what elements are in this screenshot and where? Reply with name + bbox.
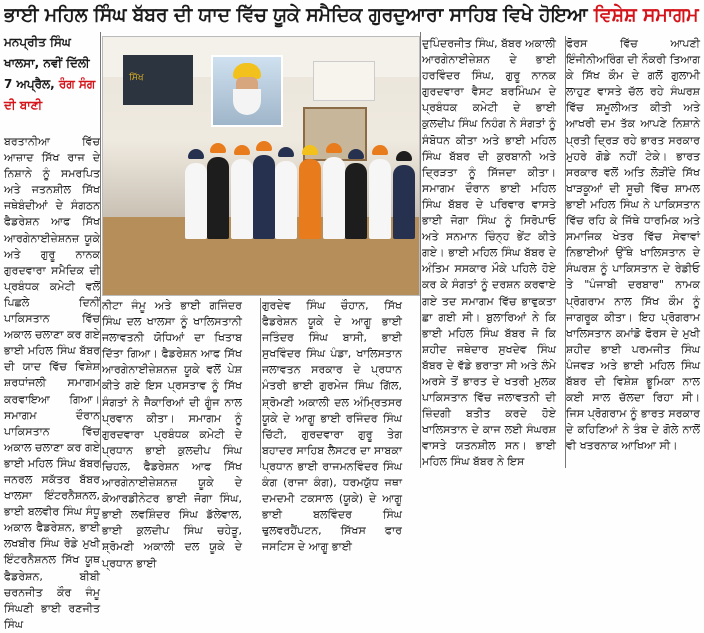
photo-banner-text: ਸਿੱਖ [129,73,144,83]
photo-person-turban [348,149,364,159]
article-column-4 [422,36,556,471]
headline [4,2,700,28]
article-column-1 [4,134,100,631]
photo-person [275,161,297,239]
photo-person-turban [210,143,226,153]
column-divider [420,32,421,468]
headline-highlight: ਵਿਸ਼ੇਸ਼ ਸਮਾਗਮ [593,4,699,26]
photo-person [369,159,391,239]
column-1-text: ਬਰਤਾਨੀਆ ਵਿੱਚ ਆਜ਼ਾਦ ਸਿੱਖ ਰਾਜ ਦੇ ਨਿਸ਼ਾਨੇ ਨੂੰ ਸਮਰਪਿਤ ਅਤੇ ਜਤਨਸ਼ੀਲ ਸਿੱਖ ਜਥੇਬੰਦੀਆਂ ਦੇ ਸੰਗਠਨ ਫੈਡਰੇਸ਼ਨ ਆਫ ਸਿੱਖ ਆਰਗੇਨਾਈਜ਼ੇਸ਼ਨਜ਼ ਯੂਕੇ ਅਤੇ ਗੁਰੂ ਨਾਨਕ ਗੁਰਦਵਾਰਾ ਸਮੈਦਿਕ ਦੀ ਪ੍ਰਬੰਧਕ ਕਮੇਟੀ ਵਲੋਂ ਪਿਛਲੇ ਦਿਨੀਂ ਪਾਕਿਸਤਾਨ ਵਿੱਚ ਅਕਾਲ ਚਲਾਣਾ ਕਰ ਗਏ ਭਾਈ ਮਹਿਲ ਸਿੰਘ ਬੱਬਰ ਦੀ ਯਾਦ ਵਿੱਚ ਵਿਸ਼ੇਸ਼ ਸ਼ਰਧਾਂਜਲੀ ਸਮਾਗਮ ਕਰਵਾਇਆ ਗਿਆ। ਸਮਾਗਮ ਦੌਰਾਨ ਪਾਕਿਸਤਾਨ ਵਿੱਚ ਅਕਾਲ ਚਲਾਣਾ ਕਰ ਗਏ ਭਾਈ ਮਹਿਲ ਸਿੰਘ ਬੱਬਰ ਜਨਰਲ ਸਕੱਤਰ ਬੱਬਰ ਖਾਲਸਾ ਇੰਟਰਨੈਸ਼ਨਲ, ਭਾਈ ਬਲਵੀਰ ਸਿੰਘ ਸੰਧੂ ਅਕਾਲ ਫੈਡਰੇਸ਼ਨ, ਭਾਈ ਲਖਬੀਰ ਸਿੰਘ ਰੋਡੇ ਮੁਖੀ ਇੰਟਰਨੈਸ਼ਨਲ ਸਿੱਖ ਯੂਥ ਫੈਡਰੇਸ਼ਨ, ਬੀਬੀ ਚਰਨਜੀਤ ਕੌਰ ਜੰਮੂ ਸਿੰਘਣੀ ਭਾਈ ਰਣਜੀਤ ਸਿੰਘ [4,135,100,631]
photo-person-turban [188,149,204,159]
photo-person [231,159,253,239]
photo-person-turban [372,145,388,155]
column-3-text: ਗੁਰਦੇਵ ਸਿੰਘ ਚੌਹਾਨ, ਸਿੱਖ ਫੈਡਰੇਸ਼ਨ ਯੂਕੇ ਦੇ ਆਗੂ ਭਾਈ ਜਤਿੰਦਰ ਸਿੰਘ ਬਾਸੀ, ਭਾਈ ਸੁਖਵਿੰਦਰ ਸਿੰਘ ਪੰਡਾ, ਖਾਲਿਸਤਾਨ ਜਲਾਵਤਨ ਸਰਕਾਰ ਦੇ ਪ੍ਰਧਾਨ ਮੰਤਰੀ ਭਾਈ ਗੁਰਮੇਜ ਸਿੰਘ ਗਿੱਲ, ਸ਼੍ਰੋਮਣੀ ਅਕਾਲੀ ਦਲ ਅੰਮ੍ਰਿਤਸਰ ਯੂਕੇ ਦੇ ਆਗੂ ਭਾਈ ਰਜਿੰਦਰ ਸਿੰਘ ਚਿੱਟੀ, ਗੁਰਦਵਾਰਾ ਗੁਰੂ ਤੇਗ ਬਹਾਦਰ ਸਾਹਿਬ ਲੈਸਟਰ ਦਾ ਸਾਬਕਾ ਪ੍ਰਧਾਨ ਭਾਈ ਰਾਜਮਨਵਿੰਦਰ ਸਿੰਘ ਕੰਗ (ਰਾਜਾ ਕੰਗ), ਧਰਮਯੁੱਧ ਜਥਾ ਦਮਦਮੀ ਟਕਸਾਲ (ਯੂਕੇ) ਦੇ ਆਗੂ ਭਾਈ ਬਲਵਿੰਦਰ ਸਿੰਘ ਢੁਲਵਰਹੈਂਪਟਨ, ਸਿੱਖਸ ਫਾਰ ਜਸਟਿਸ ਦੇ ਆਗੂ ਭਾਈ [262,299,402,554]
photo-person-turban [256,141,272,151]
article-column-2 [102,298,242,572]
photo-person [185,163,207,239]
byline [4,32,100,132]
column-2-text: ਨੀਟਾ ਜੰਮੂ ਅਤੇ ਭਾਈ ਗਜਿੰਦਰ ਸਿੰਘ ਦਲ ਖਾਲਸਾ ਨੂੰ ਖਾਲਿਸਤਾਨੀ ਜਲਾਵਤਨੀ ਯੋਧਿਆਂ ਦਾ ਖਿਤਾਬ ਦਿੱਤਾ ਗਿਆ। ਫੈਡਰੇਸ਼ਨ ਆਫ ਸਿੱਖ ਆਰਗੇਨਾਈਜ਼ੇਸ਼ਨਜ਼ ਯੂਕੇ ਵਲੋਂ ਪੇਸ਼ ਕੀਤੇ ਗਏ ਇਸ ਪ੍ਰਸਤਾਵ ਨੂੰ ਸਿੱਖ ਸੰਗਤਾਂ ਨੇ ਜੈਕਾਰਿਆਂ ਦੀ ਗੂੰਜ ਨਾਲ ਪ੍ਰਵਾਨ ਕੀਤਾ। ਸਮਾਗਮ ਨੂੰ ਗੁਰਦਵਾਰਾ ਪ੍ਰਬੰਧਕ ਕਮੇਟੀ ਦੇ ਪ੍ਰਧਾਨ ਭਾਈ ਕੁਲਦੀਪ ਸਿੰਘ ਚਿਹਲ, ਫੈਡਰੇਸ਼ਨ ਆਫ ਸਿੱਖ ਆਰਗੇਨਾਈਜ਼ੇਸ਼ਨਜ਼ ਯੂਕੇ ਦੇ ਕੋਆਰਡੀਨੇਟਰ ਭਾਈ ਜੋਗਾ ਸਿੰਘ, ਭਾਈ ਲਵਸ਼ਿੰਦਰ ਸਿੰਘ ਡੱਲੇਵਾਲ, ਭਾਈ ਕੁਲਦੀਪ ਸਿੰਘ ਚਹੇੜੂ, ਸ਼੍ਰੋਮਣੀ ਅਕਾਲੀ ਦਲ ਯੂਕੇ ਦੇ ਪ੍ਰਧਾਨ ਭਾਈ [102,299,242,570]
photo-person-turban [278,147,294,157]
column-divider [100,32,101,468]
event-photo [102,36,420,296]
photo-person [207,157,229,239]
photo-person [345,163,367,239]
byline-date: 7 ਅਪ੍ਰੈਲ, [4,77,55,91]
byline-author: ਮਨਪ੍ਰੀਤ ਸਿੰਘ ਖਾਲਸਾ, ਨਵੀਂ ਦਿੱਲੀ [4,35,90,70]
portrait-beard [233,89,261,115]
article-column-3 [262,298,402,556]
headline-main: ਭਾਈ ਮਹਿਲ ਸਿੰਘ ਬੱਬਰ ਦੀ ਯਾਦ ਵਿੱਚ ਯੂਕੇ ਸਮੈਦਿਕ ਗੁਰਦੁਆਰਾ ਸਾਹਿਬ ਵਿਖੇ ਹੋਇਆ [4,4,588,26]
column-divider [260,298,261,468]
photo-person [393,165,415,239]
photo-wall-sign [313,61,375,101]
byline-source: ਰੰਗ ਸੰਗ ਦੀ ਬਾਣੀ [4,77,96,112]
photo-person-turban [396,151,412,161]
photo-person [299,159,321,239]
article-right-block [422,36,700,469]
photo-person-turban [326,143,342,153]
column-4-text: ਦੁਪਿੰਦਰਜੀਤ ਸਿੰਘ, ਬੱਬਰ ਅਕਾਲੀ ਆਰਗੇਨਾਈਜ਼ੇਸ਼ਨ ਦੇ ਭਾਈ ਹਰਵਿੰਦਰ ਸਿੰਘ, ਗੁਰੂ ਨਾਨਕ ਗੁਰਦਵਾਰਾ ਵੈਸਟ ਬਰਮਿੰਘਮ ਦੇ ਪ੍ਰਬੰਧਕ ਕਮੇਟੀ ਦੇ ਭਾਈ ਕੁਲਦੀਪ ਸਿੰਘ ਨਿਹੰਗ ਨੇ ਸੰਗਤਾਂ ਨੂੰ ਸੰਬੋਧਨ ਕੀਤਾ ਅਤੇ ਭਾਈ ਮਹਿਲ ਸਿੰਘ ਬੱਬਰ ਦੀ ਕੁਰਬਾਨੀ ਅਤੇ ਦ੍ਰਿੜਤਾ ਨੂੰ ਸਿੱਜਦਾ ਕੀਤਾ। ਸਮਾਗਮ ਦੌਰਾਨ ਭਾਈ ਮਹਿਲ ਸਿੰਘ ਬੱਬਰ ਦੇ ਪਰਿਵਾਰ ਵਾਸਤੇ ਭਾਈ ਜੋਗਾ ਸਿੰਘ ਨੂੰ ਸਿਰੋਪਾਓ ਅਤੇ ਸਨਮਾਨ ਚਿੰਨ੍ਹ ਭੇਂਟ ਕੀਤੇ ਗਏ। ਭਾਈ ਮਹਿਲ ਸਿੰਘ ਬੱਬਰ ਦੇ ਅੰਤਿਮ ਸਸਕਾਰ ਮੌਕੇ ਪਹਿਲੇ ਹੋਏ ਕਰ ਕੇ ਸੰਗਤਾਂ ਨੂੰ ਦਰਸ਼ਨ ਕਰਵਾਏ ਗਏ ਤਦ ਸਮਾਗਮ ਵਿੱਚ ਭਾਵੁਕਤਾ ਛਾ ਗਈ ਸੀ। ਬੁਲਾਰਿਆਂ ਨੇ ਕਿ ਭਾਈ ਮਹਿਲ ਸਿੰਘ ਬੱਬਰ ਜੋ ਕਿ ਸ਼ਹੀਦ ਜਥੇਦਾਰ ਸੁਖਦੇਵ ਸਿੰਘ ਬੱਬਰ ਦੇ ਵੱਡੇ ਭਰਾਤਾ ਸੀ ਅਤੇ ਲੰਮੇ ਅਰਸੇ ਤੋਂ ਭਾਰਤ ਦੇ ਖਤਰੀ ਮੁਲਕ ਪਾਕਿਸਤਾਨ ਵਿੱਚ ਜਲਾਵਤਨੀ ਦੀ ਜ਼ਿੰਦਗੀ ਬਤੀਤ ਕਰਦੇ ਹੋਏ ਖਾਲਿਸਤਾਨ ਦੇ ਕਾਜ ਲਈ ਸੰਘਰਸ਼ ਵਾਸਤੇ ਯਤਨਸ਼ੀਲ ਸਨ। ਭਾਈ ਮਹਿਲ ਸਿੰਘ ਬੱਬਰ ਨੇ ਇਸ [422,37,556,469]
photo-person-turban [302,145,318,155]
article-column-5 [566,36,700,454]
photo-person-turban [234,145,250,155]
column-5-text: ਫੋਰਸ ਵਿੱਚ ਆਪਣੀ ਇੰਜੀਨੀਅਰਿੰਗ ਦੀ ਨੌਕਰੀ ਤਿਆਗ ਕੇ ਸਿੱਖ ਕੌਮ ਦੇ ਗਲੋਂ ਗੁਲਾਮੀ ਲਾਹੁਣ ਵਾਸਤੇ ਚੱਲ ਰਹੇ ਸੰਘਰਸ਼ ਵਿੱਚ ਸ਼ਮੂਲੀਅਤ ਕੀਤੀ ਅਤੇ ਆਖਰੀ ਦਮ ਤੱਕ ਆਪਣੇ ਨਿਸ਼ਾਨੇ ਪ੍ਰਤੀ ਦ੍ਰਿੜ ਰਹੇ ਭਾਰਤ ਸਰਕਾਰ ਮੁਹਰੇ ਗੋਡੇ ਨਹੀਂ ਟੇਕੇ। ਭਾਰਤ ਸਰਕਾਰ ਵਲੋਂ ਅਤਿ ਲੋੜੀਂਦੇ ਸਿੱਖ ਖਾੜਕੂਆਂ ਦੀ ਸੂਚੀ ਵਿੱਚ ਸ਼ਾਮਲ ਭਾਈ ਮਹਿਲ ਸਿੰਘ ਨੇ ਪਾਕਿਸਤਾਨ ਵਿੱਚ ਰਹਿ ਕੇ ਜਿੱਥੇ ਧਾਰਮਿਕ ਅਤੇ ਸਮਾਜਿਕ ਖੇਤਰ ਵਿੱਚ ਸੇਵਾਵਾਂ ਨਿਭਾਈਆਂ ਉੱਥੇ ਖਾਲਿਸਤਾਨ ਦੇ ਸੰਘਰਸ਼ ਨੂੰ ਪਾਕਿਸਤਾਨ ਦੇ ਰੇਡੀਓ ਤੇ "ਪੰਜਾਬੀ ਦਰਬਾਰ" ਨਾਮਕ ਪ੍ਰੋਗਰਾਮ ਨਾਲ ਸਿੱਖ ਕੌਮ ਨੂੰ ਜਾਗਰੂਕ ਕੀਤਾ। ਇਹ ਪ੍ਰੋਗਰਾਮ ਖਾਲਿਸਤਾਨ ਕਮਾਂਡੋ ਫੋਰਸ ਦੇ ਮੁਖੀ ਸ਼ਹੀਦ ਭਾਈ ਪਰਮਜੀਤ ਸਿੰਘ ਪੰਜਵੜ ਅਤੇ ਭਾਈ ਮਹਿਲ ਸਿੰਘ ਬੱਬਰ ਦੀ ਵਿਸ਼ੇਸ਼ ਭੂਮਿਕਾ ਨਾਲ ਕਈ ਸਾਲ ਚੱਲਦਾ ਰਿਹਾ ਸੀ। ਜਿਸ ਪ੍ਰੋਗਰਾਮ ਨੂੰ ਭਾਰਤ ਸਰਕਾਰ ਦੇ ਕਹਿਣਿਆਂ ਨੇ ਤੰਬ ਦੇ ਗੋਲੇ ਨਾਲੋਂ ਵੀ ਖਤਰਨਾਕ ਆਖਿਆ ਸੀ। [566,37,700,453]
column-divider [565,36,566,468]
photo-inset-portrait [211,55,283,127]
photo-wall-banner [123,55,193,105]
photo-person [253,155,275,239]
photo-person [323,157,345,239]
